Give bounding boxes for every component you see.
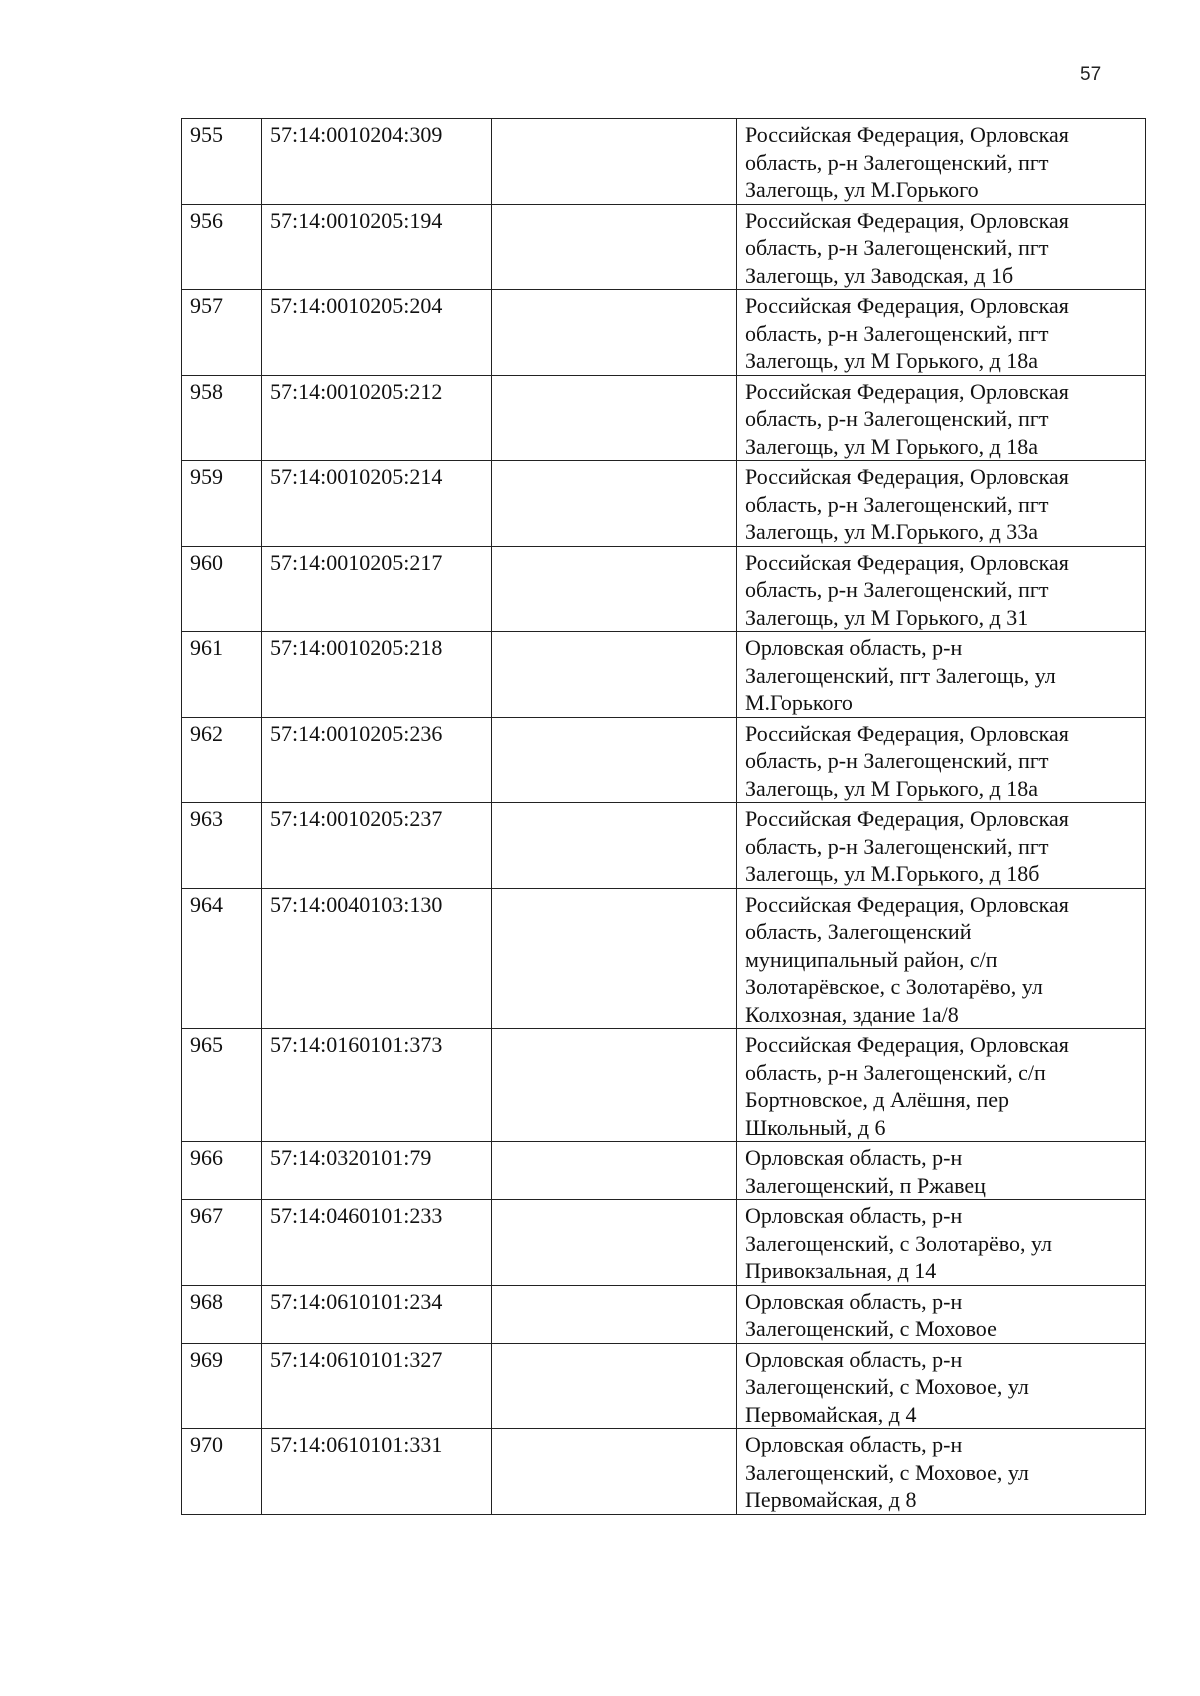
table-row [182, 1200, 1146, 1286]
address-text: Орловская область, р-н Залегощенский, с Моховое, ул Первомайская, д 8 [745, 1432, 1029, 1512]
address-text: Российская Федерация, Орловская область, р-н Залегощенский, пгт Залегощь, ул М.Горького, д 18б [745, 806, 1069, 886]
cadastral-number: 57:14:0010204:309 [262, 119, 492, 205]
table-row [182, 1029, 1146, 1142]
address-text: Российская Федерация, Орловская область, р-н Залегощенский, пгт Залегощь, ул М Горького, д 31 [745, 549, 1069, 630]
table-row [182, 717, 1146, 803]
table-body [182, 119, 1146, 1515]
table-row [182, 461, 1146, 547]
empty-cell [492, 888, 737, 1029]
address-text: Российская Федерация, Орловская область, р-н Залегощенский, с/п Бортновское, д Алёшня, пер Школьный, д 6 [745, 1032, 1069, 1140]
row-number: 961 [182, 632, 262, 718]
address-text: Российская Федерация, Орловская область, р-н Залегощенский, пгт Залегощь, ул М.Горького [745, 122, 1069, 202]
row-number: 956 [182, 204, 262, 290]
row-number: 959 [182, 461, 262, 547]
address-cell [737, 803, 1146, 889]
cadastral-number: 57:14:0160101:373 [262, 1029, 492, 1142]
address-cell [737, 461, 1146, 547]
table-row [182, 1429, 1146, 1515]
address-text: Российская Федерация, Орловская область, р-н Залегощенский, пгт Залегощь, ул М Горького, д 18а [745, 293, 1069, 373]
empty-cell [492, 1343, 737, 1429]
address-text: Орловская область, р-н Залегощенский, с Золотарёво, ул Привокзальная, д 14 [745, 1203, 1053, 1283]
row-number: 957 [182, 290, 262, 376]
empty-cell [492, 717, 737, 803]
row-number: 970 [182, 1429, 262, 1515]
cadastral-number: 57:14:0010205:212 [262, 375, 492, 461]
row-number: 955 [182, 119, 262, 205]
address-cell [737, 546, 1146, 632]
address-cell [737, 204, 1146, 290]
page-number: 57 [1080, 64, 1102, 85]
address-text: Российская Федерация, Орловская область, Залегощенский муниципальный район, с/п Золотарёвское, с Золотарёво, ул Колхозная, здание 1а/8 [745, 891, 1069, 1027]
cadastral-number: 57:14:0460101:233 [262, 1200, 492, 1286]
row-number: 962 [182, 717, 262, 803]
empty-cell [492, 1429, 737, 1515]
empty-cell [492, 1200, 737, 1286]
cadastral-number: 57:14:0010205:194 [262, 204, 492, 290]
row-number: 968 [182, 1285, 262, 1343]
empty-cell [492, 204, 737, 290]
empty-cell [492, 1142, 737, 1200]
address-text: Орловская область, р-н Залегощенский, с Моховое, ул Первомайская, д 4 [745, 1346, 1029, 1427]
address-text: Российская Федерация, Орловская область, р-н Залегощенский, пгт Залегощь, ул М Горького, д 18а [745, 720, 1069, 801]
row-number: 967 [182, 1200, 262, 1286]
cadastral-number: 57:14:0010205:218 [262, 632, 492, 718]
cadastral-number: 57:14:0010205:236 [262, 717, 492, 803]
cadastral-number: 57:14:0610101:327 [262, 1343, 492, 1429]
cadastral-number: 57:14:0320101:79 [262, 1142, 492, 1200]
address-cell [737, 1200, 1146, 1286]
table-row [182, 1285, 1146, 1343]
row-number: 963 [182, 803, 262, 889]
table-row [182, 1343, 1146, 1429]
cadastral-number: 57:14:0610101:234 [262, 1285, 492, 1343]
address-text: Российская Федерация, Орловская область, р-н Залегощенский, пгт Залегощь, ул М.Горького, д 33а [745, 464, 1069, 544]
empty-cell [492, 375, 737, 461]
table-row [182, 290, 1146, 376]
empty-cell [492, 803, 737, 889]
address-text: Орловская область, р-н Залегощенский, пгт Залегощь, ул М.Горького [745, 635, 1056, 715]
table-row [182, 546, 1146, 632]
address-cell [737, 717, 1146, 803]
address-text: Орловская область, р-н Залегощенский, п Ржавец [745, 1145, 986, 1198]
row-number: 965 [182, 1029, 262, 1142]
table-row [182, 888, 1146, 1029]
address-text: Российская Федерация, Орловская область, р-н Залегощенский, пгт Залегощь, ул М Горького, д 18а [745, 378, 1069, 459]
empty-cell [492, 1029, 737, 1142]
table-row [182, 204, 1146, 290]
empty-cell [492, 632, 737, 718]
address-cell [737, 290, 1146, 376]
row-number: 960 [182, 546, 262, 632]
table-row [182, 119, 1146, 205]
address-cell [737, 375, 1146, 461]
address-text: Орловская область, р-н Залегощенский, с Моховое [745, 1288, 997, 1341]
address-cell [737, 1142, 1146, 1200]
registry-table [181, 118, 1146, 1515]
cadastral-number: 57:14:0010205:237 [262, 803, 492, 889]
address-cell [737, 1029, 1146, 1142]
empty-cell [492, 1285, 737, 1343]
empty-cell [492, 461, 737, 547]
cadastral-number: 57:14:0010205:204 [262, 290, 492, 376]
address-cell [737, 888, 1146, 1029]
row-number: 966 [182, 1142, 262, 1200]
row-number: 969 [182, 1343, 262, 1429]
address-cell [737, 1429, 1146, 1515]
row-number: 964 [182, 888, 262, 1029]
empty-cell [492, 546, 737, 632]
address-cell [737, 632, 1146, 718]
address-cell [737, 119, 1146, 205]
address-cell [737, 1343, 1146, 1429]
cadastral-number: 57:14:0010205:214 [262, 461, 492, 547]
empty-cell [492, 290, 737, 376]
table-row [182, 1142, 1146, 1200]
cadastral-number: 57:14:0610101:331 [262, 1429, 492, 1515]
cadastral-number: 57:14:0040103:130 [262, 888, 492, 1029]
empty-cell [492, 119, 737, 205]
table-row [182, 375, 1146, 461]
table-row [182, 803, 1146, 889]
address-cell [737, 1285, 1146, 1343]
row-number: 958 [182, 375, 262, 461]
address-text: Российская Федерация, Орловская область, р-н Залегощенский, пгт Залегощь, ул Заводская, д 1б [745, 207, 1069, 288]
cadastral-number: 57:14:0010205:217 [262, 546, 492, 632]
table-row [182, 632, 1146, 718]
